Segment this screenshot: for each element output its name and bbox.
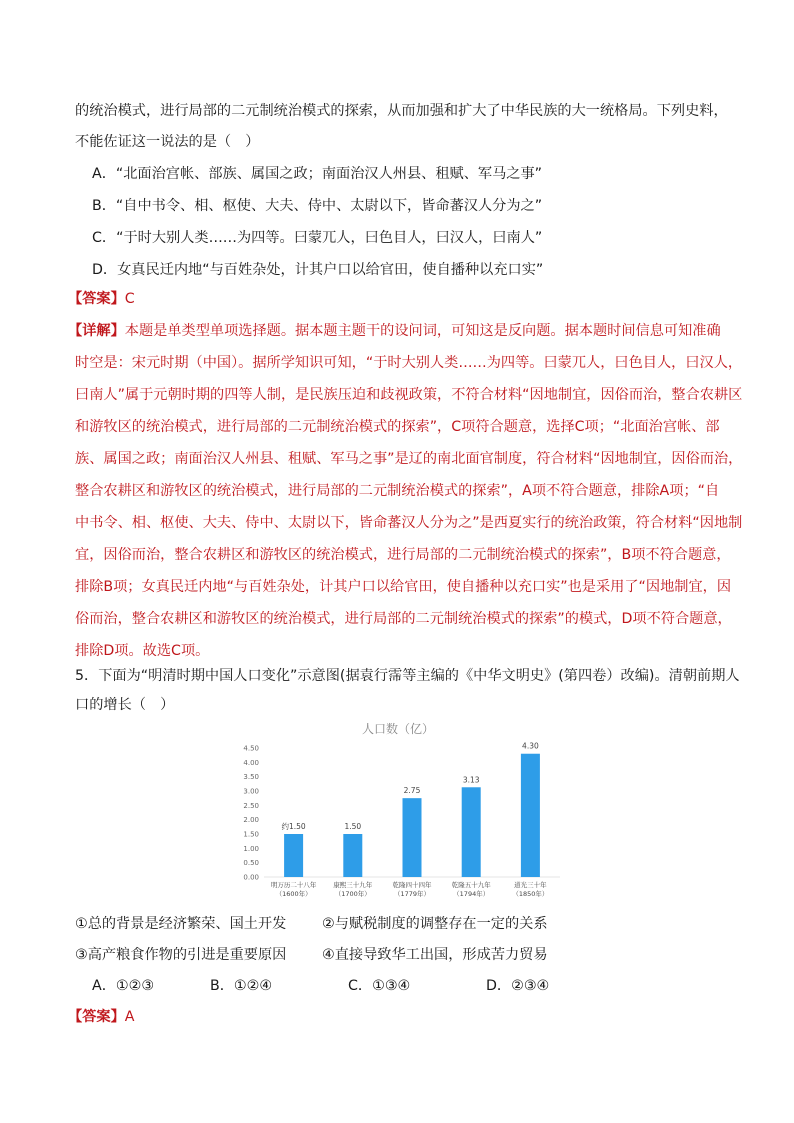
y-tick-label: 1.00: [243, 844, 259, 853]
q4-stem-line2: 不能佐证这一说法的是（ ）: [75, 134, 260, 150]
chart-title: 人口数（亿）: [361, 722, 435, 736]
bar: [462, 787, 481, 877]
x-category-year-label: （1779年）: [393, 890, 431, 898]
q4-option-c: C．“于时大别人类……为四等。曰蒙兀人，曰色目人，曰汉人，曰南人”: [92, 230, 543, 246]
q5-statement-1: ①总的背景是经济繁荣、国土开发: [75, 916, 287, 932]
y-tick-label: 0.50: [243, 859, 259, 868]
q5-statement-3: ③高产粮食作物的引进是重要原因: [75, 947, 287, 963]
bar-data-label: 约1.50: [281, 822, 306, 831]
q4-stem-line1: 的统治模式，进行局部的二元制统治模式的探索，从而加强和扩大了中华民族的大一统格局。下列史料，: [75, 103, 728, 119]
y-tick-label: 3.50: [243, 773, 259, 782]
bar-data-label: 3.13: [462, 775, 480, 785]
q4-explain-text: 本题是单类型单项选择题。据本题主题干的设问词，可知这是反向题。据本题时间信息可知准确: [124, 323, 721, 339]
bar: [521, 754, 540, 877]
q5-statement-4: ④直接导致华工出国，形成苦力贸易: [322, 947, 548, 963]
q5-answer-tag: 【答案】: [68, 1009, 125, 1025]
x-category-label: 乾隆四十四年: [392, 881, 432, 889]
q5-option-b: B．①②④: [210, 978, 273, 994]
q4-answer-tag: 【答案】: [68, 291, 125, 307]
y-tick-label: 1.50: [243, 830, 259, 839]
bar: [343, 834, 362, 877]
x-axis: [271, 880, 549, 898]
q4-explain-line5: 族、属国之政；南面治汉人州县、租赋、军马之事”是辽的南北面官制度，符合材料“因地制宜，因俗而治，: [75, 451, 743, 467]
q4-option-a: A．“北面治宫帐、部族、属国之政；南面治汉人州县、租赋、军马之事”: [92, 166, 543, 182]
q4-option-b: B．“自中书令、相、枢使、大夫、侍中、太尉以下，皆命蕃汉人分为之”: [92, 198, 543, 214]
q5-option-d: D．②③④: [486, 978, 550, 994]
q5-option-c: C．①③④: [348, 978, 411, 994]
q4-explain-line11: 排除D项。故选C项。: [75, 643, 210, 659]
bar-data-label: 1.50: [344, 822, 362, 831]
q4-explain-line1: [68, 321, 721, 341]
x-category-year-label: （1700年）: [334, 890, 371, 898]
y-tick-label: 2.00: [243, 816, 259, 825]
y-tick-label: 4.00: [243, 758, 259, 767]
population-bar-chart: [228, 718, 568, 904]
q4-answer-value: C: [124, 291, 135, 307]
x-category-label: 明万历二十八年: [270, 881, 317, 889]
q4-explain-line2: 时空是：宋元时期（中国）。据所学知识可知，“于时大别人类……为四等。曰蒙兀人，曰色目人，曰汉人，: [75, 355, 743, 371]
x-category-year-label: （1850年）: [512, 890, 549, 898]
bar-data-label: 2.75: [403, 786, 421, 796]
q5-stem-line1: 5．下面为“明清时期中国人口变化”示意图(据袁行霈等主编的《中华文明史》(第四卷）改编)。清朝前期人: [75, 668, 740, 684]
y-tick-label: 3.00: [243, 787, 259, 796]
x-category-year-label: （1600年）: [275, 890, 312, 898]
q4-explain-line6: 整合农耕区和游牧区的统治模式，进行局部的二元制统治模式的探索”，A项不符合题意，排除A项；“自: [75, 483, 720, 499]
q4-explain-line7: 中书令、相、枢使、大夫、侍中、太尉以下，皆命蕃汉人分为之”是西夏实行的统治政策，符合材料“因地制: [75, 515, 743, 531]
y-tick-label: 2.50: [243, 801, 259, 810]
bar: [284, 834, 303, 877]
bar-data-label: 4.30: [522, 741, 539, 751]
x-category-label: 康熙三十九年: [333, 881, 373, 889]
q5-statement-2: ②与赋税制度的调整存在一定的关系: [322, 916, 548, 932]
q4-explain-line4: 和游牧区的统治模式，进行局部的二元制统治模式的探索”，C项符合题意，选择C项；“北面治宫帐、部: [75, 419, 720, 435]
x-category-label: 道光三十年: [514, 881, 547, 889]
q4-explain-line10: 俗而治，整合农耕区和游牧区的统治模式，进行局部的二元制统治模式的探索”的模式，D项不符合题意，: [75, 611, 732, 627]
x-category-label: 乾隆五十九年: [451, 881, 491, 889]
q4-option-d: D．女真民迁内地“与百姓杂处，计其户口以给官田，使自播种以充口实”: [92, 262, 544, 278]
bars: [281, 742, 539, 877]
q5-stem-line2: 口的增长（ ）: [75, 697, 175, 713]
q4-explain-line3: 曰南人”属于元朝时期的四等人制，是民族压迫和歧视政策，不符合材料“因地制宜，因俗而治，整合农耕区: [75, 387, 743, 403]
q5-option-a: A．①②③: [92, 978, 155, 994]
q5-answer-value: A: [124, 1009, 135, 1025]
q4-explain-line8: 宜，因俗而治，整合农耕区和游牧区的统治模式，进行局部的二元制统治模式的探索”，B项不符合题意，: [75, 547, 731, 563]
q4-answer: [68, 289, 135, 309]
x-category-year-label: （1794年）: [453, 890, 490, 898]
q4-explain-tag: 【详解】: [68, 323, 125, 339]
q5-answer: [68, 1007, 134, 1027]
q4-explain-line9: 排除B项；女真民迁内地“与百姓杂处，计其户口以给官田，使自播种以充口实”也是采用了“因地制宜，因: [75, 579, 732, 595]
y-tick-label: 4.50: [243, 744, 259, 753]
y-tick-label: 0.00: [243, 873, 259, 882]
bar: [403, 798, 422, 877]
